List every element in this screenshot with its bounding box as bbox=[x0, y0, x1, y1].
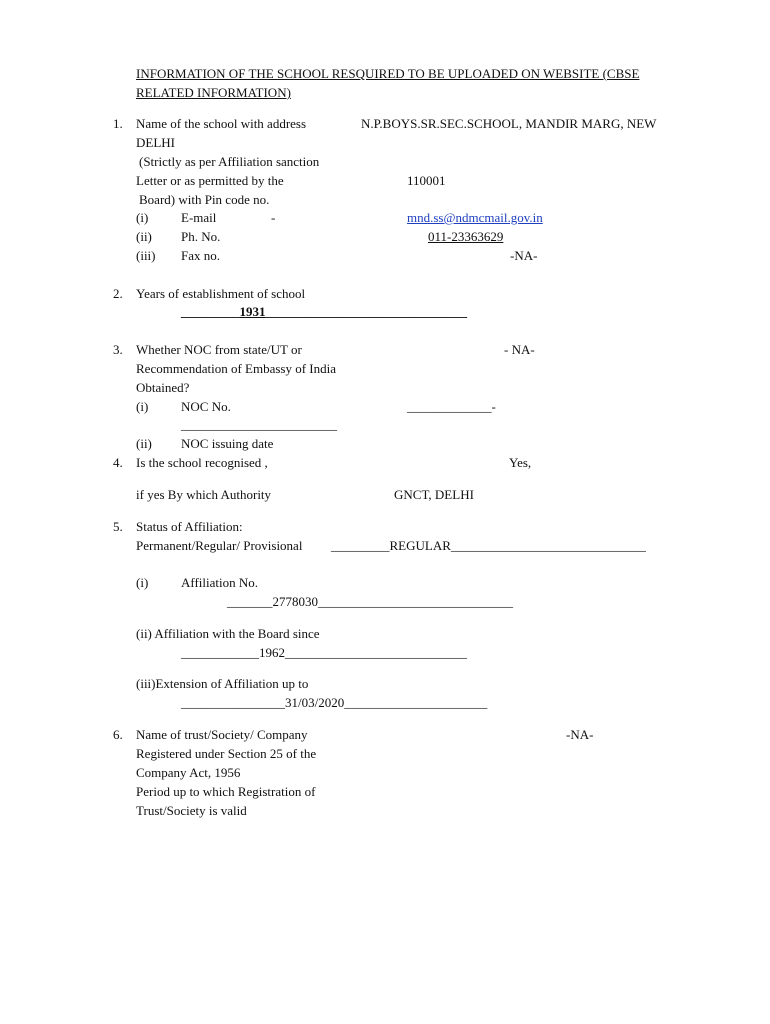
item6-label-line: Name of trust/Society/ Company bbox=[136, 727, 308, 742]
item3-label-line: Whether NOC from state/UT or bbox=[136, 342, 302, 357]
noc-date-num: (ii) bbox=[136, 436, 152, 451]
phone-value: 011-23363629 bbox=[428, 229, 504, 244]
affiliation-extension-label: (iii)Extension of Affiliation up to bbox=[136, 676, 309, 691]
email-dash: - bbox=[271, 210, 276, 225]
title-line-1: INFORMATION OF THE SCHOOL RESQUIRED TO BE UPLOADED ON WEBSITE (CBSE bbox=[136, 66, 640, 81]
item6-number: 6. bbox=[113, 727, 123, 742]
noc-date-label: NOC issuing date bbox=[181, 436, 274, 451]
authority-label: if yes By which Authority bbox=[136, 487, 272, 502]
affiliation-since-value: ____________1962____________________________ bbox=[181, 645, 467, 660]
affiliation-since-label: (ii) Affiliation with the Board since bbox=[136, 626, 320, 641]
phone-label: Ph. No. bbox=[181, 229, 221, 244]
item3-label-line: Recommendation of Embassy of India bbox=[136, 361, 337, 376]
affiliation-no-num: (i) bbox=[136, 575, 149, 590]
fax-value: -NA- bbox=[510, 248, 538, 263]
email-label: E-mail bbox=[181, 210, 217, 225]
item3-number: 3. bbox=[113, 342, 123, 357]
noc-no-value: _____________- bbox=[407, 399, 496, 414]
item2-number: 2. bbox=[113, 286, 123, 301]
fax-num: (iii) bbox=[136, 248, 156, 263]
item1-label-line: Name of the school with address bbox=[136, 116, 307, 131]
item1-label-line: Letter or as permitted by the bbox=[136, 173, 284, 188]
trust-value: -NA- bbox=[566, 727, 594, 742]
authority-value: GNCT, DELHI bbox=[394, 487, 474, 502]
item1-number: 1. bbox=[113, 116, 123, 131]
affiliation-no-label: Affiliation No. bbox=[181, 575, 259, 590]
item6-label-line: Company Act, 1956 bbox=[136, 765, 241, 780]
item5-label-line-2: Permanent/Regular/ Provisional bbox=[136, 538, 303, 553]
recognised-value: Yes, bbox=[509, 455, 532, 470]
affiliation-status-value: _________REGULAR______________________________ bbox=[331, 538, 646, 553]
email-link[interactable]: mnd.ss@ndmcmail.gov.in bbox=[407, 210, 543, 225]
fax-label: Fax no. bbox=[181, 248, 220, 263]
item3-label-line: Obtained? bbox=[136, 380, 190, 395]
title-line-2: RELATED INFORMATION) bbox=[136, 85, 291, 100]
phone-num: (ii) bbox=[136, 229, 152, 244]
item1-label-line: Board) with Pin code no. bbox=[139, 192, 270, 207]
item5-number: 5. bbox=[113, 519, 123, 534]
affiliation-extension-value: ________________31/03/2020______________________ bbox=[181, 695, 488, 710]
affiliation-no-value: _______2778030______________________________ bbox=[227, 594, 513, 609]
school-name-value: N.P.BOYS.SR.SEC.SCHOOL, MANDIR MARG, NEW bbox=[361, 116, 657, 131]
establishment-year-rule: _______________________________ bbox=[265, 304, 467, 319]
item6-label-line: Trust/Society is valid bbox=[136, 803, 247, 818]
establishment-year-value: 1931 bbox=[239, 304, 266, 319]
item5-label-line-1: Status of Affiliation: bbox=[136, 519, 243, 534]
item2-label: Years of establishment of school bbox=[136, 286, 306, 301]
noc-no-num: (i) bbox=[136, 399, 149, 414]
email-num: (i) bbox=[136, 210, 149, 225]
pin-code-value: 110001 bbox=[407, 173, 446, 188]
item1-label-line: DELHI bbox=[136, 135, 175, 150]
noc-no-label: NOC No. bbox=[181, 399, 231, 414]
item6-label-line: Registered under Section 25 of the bbox=[136, 746, 317, 761]
establishment-year-field bbox=[181, 302, 467, 321]
item6-label-line: Period up to which Registration of bbox=[136, 784, 316, 799]
establishment-year-rule: _________ bbox=[181, 304, 240, 319]
item1-label-line: (Strictly as per Affiliation sanction bbox=[139, 154, 320, 169]
item4-label: Is the school recognised , bbox=[136, 455, 268, 470]
noc-blank-line: ________________________ bbox=[181, 417, 337, 432]
item4-number: 4. bbox=[113, 455, 123, 470]
noc-value: - NA- bbox=[504, 342, 535, 357]
